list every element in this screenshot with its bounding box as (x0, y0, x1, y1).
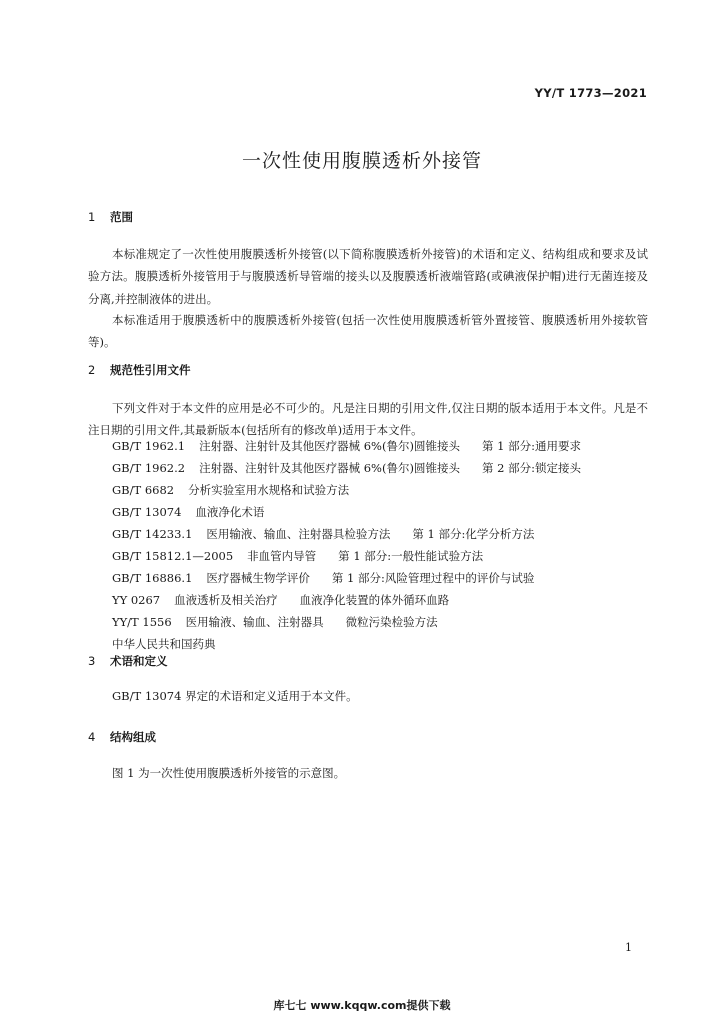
reference-title: 医用输液、输血、注射器具检验方法 (206, 527, 391, 541)
reference-id: GB/T 1962.1 (112, 439, 186, 453)
reference-title: 分析实验室用水规格和试验方法 (188, 483, 350, 497)
reference-item (112, 523, 581, 545)
reference-item (112, 611, 581, 633)
reference-title: 医用输液、输血、注射器具 (185, 615, 324, 629)
reference-id: YY 0267 (112, 593, 161, 607)
reference-item (112, 501, 581, 523)
reference-part: 第 1 部分:一般性能试验方法 (338, 549, 484, 563)
section-number: 2 (88, 363, 96, 377)
section-heading-structure (88, 729, 156, 745)
section-title: 规范性引用文件 (110, 363, 191, 377)
reference-id: GB/T 15812.1—2005 (112, 549, 234, 563)
reference-title: 血液净化术语 (195, 505, 265, 519)
reference-part: 微粒污染检验方法 (345, 615, 438, 629)
reference-id: GB/T 6682 (112, 483, 175, 497)
reference-id: GB/T 13074 (112, 505, 182, 519)
reference-item (112, 457, 581, 479)
reference-list (112, 435, 581, 655)
reference-part: 第 1 部分:风险管理过程中的评价与试验 (331, 571, 535, 585)
reference-id: GB/T 14233.1 (112, 527, 193, 541)
reference-item (112, 545, 581, 567)
reference-title: 非血管内导管 (247, 549, 317, 563)
section-title: 术语和定义 (110, 654, 168, 668)
reference-item (112, 479, 581, 501)
reference-title: 血液透析及相关治疗 (174, 593, 278, 607)
reference-title: 中华人民共和国药典 (112, 637, 216, 651)
reference-id: YY/T 1556 (112, 615, 172, 629)
section-number: 4 (88, 730, 96, 744)
section-heading-scope (88, 209, 133, 225)
section-title: 范围 (110, 210, 133, 224)
reference-item (112, 633, 581, 655)
reference-item (112, 589, 581, 611)
section-number: 1 (88, 210, 96, 224)
section-number: 3 (88, 654, 96, 668)
reference-item (112, 435, 581, 457)
section-heading-terms (88, 653, 168, 669)
reference-id: GB/T 16886.1 (112, 571, 193, 585)
section-heading-normative-references (88, 362, 191, 378)
references-intro-paragraph: 下列文件对于本文件的应用是必不可少的。凡是注日期的引用文件,仅注日期的版本适用于本文件。凡是不注日期的引用文件,其最新版本(包括所有的修改单)适用于本文件。 (88, 401, 648, 438)
download-footer: 库七七 www.kqqw.com提供下载 (273, 999, 451, 1012)
structure-paragraph: 图 1 为一次性使用腹膜透析外接管的示意图。 (112, 766, 346, 780)
reference-title: 注射器、注射针及其他医疗器械 6%(鲁尔)圆锥接头 (199, 461, 460, 475)
document-title: 一次性使用腹膜透析外接管 (241, 150, 482, 172)
reference-item (112, 567, 581, 589)
reference-part: 血液净化装置的体外循环血路 (299, 593, 450, 607)
reference-part: 第 2 部分:锁定接头 (481, 461, 581, 475)
page-number: 1 (625, 941, 632, 954)
reference-part: 第 1 部分:化学分析方法 (412, 527, 535, 541)
reference-title: 医疗器械生物学评价 (206, 571, 310, 585)
scope-paragraph-1: 本标准规定了一次性使用腹膜透析外接管(以下简称腹膜透析外接管)的术语和定义、结构组成和要求及试验方法。腹膜透析外接管用于与腹膜透析导管端的接头以及腹膜透析液端管路(或碘液保护帽)进行无菌连接及分离,并控制液体的进出。 (88, 247, 648, 306)
terms-paragraph: GB/T 13074 界定的术语和定义适用于本文件。 (112, 689, 358, 703)
reference-part: 第 1 部分:通用要求 (481, 439, 581, 453)
standard-code: YY/T 1773—2021 (534, 86, 647, 100)
reference-id: GB/T 1962.2 (112, 461, 186, 475)
reference-title: 注射器、注射针及其他医疗器械 6%(鲁尔)圆锥接头 (199, 439, 460, 453)
scope-paragraph-2: 本标准适用于腹膜透析中的腹膜透析外接管(包括一次性使用腹膜透析管外置接管、腹膜透析用外接软管等)。 (88, 313, 648, 350)
section-title: 结构组成 (110, 730, 156, 744)
